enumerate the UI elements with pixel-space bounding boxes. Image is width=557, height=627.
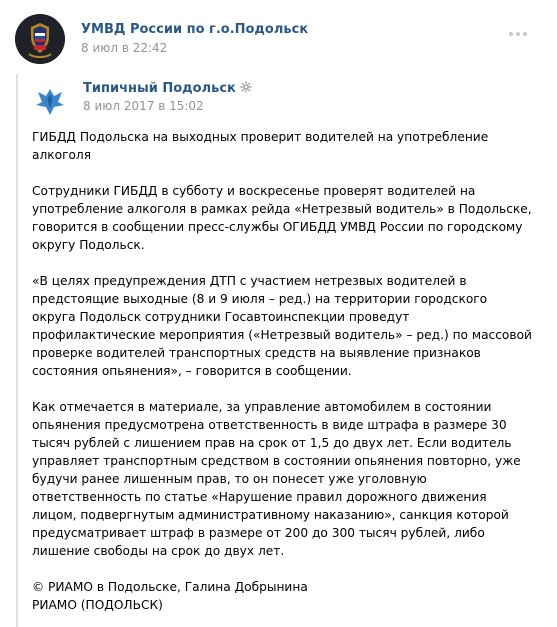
more-dot (523, 32, 527, 36)
police-emblem-icon (15, 14, 65, 64)
post-text (32, 128, 532, 614)
repost-author-label[interactable]: Типичный Подольск (83, 81, 236, 96)
verified-icon (240, 81, 252, 93)
post-paragraph: «В целях предупреждения ДТП с участием нетрезвых водителей в предстоящие выходные (8 и 9 июля – ред.) на территории городского округа Подольск сотрудники Госавтоинспекции проведут профилактические мероприятия («Нетрезвый водитель» – ред.) по массовой проверке водителей транспортных средств на выявление признаков состояния опьянения», – говорится в сообщении. (32, 274, 532, 378)
more-dot (516, 32, 520, 36)
post-paragraph: Как отмечается в материале, за управление автомобилем в состоянии опьянения предусмотрена ответственность в виде штрафа в размере 30 тысяч рублей с лишением прав на срок от 1,5 до двух лет. Если водитель управляет транспортным средством в состоянии опьянения повторно, уже будучи ранее лишенным прав, то он понесет уже уголовную ответственность по статье «Нарушение правил дорожного движения лицом, подвергнутым административному наказанию», санкция которой предусматривает штраф в размере от 200 до 300 тысяч рублей, либо лишение свободы на срок до двух лет. (32, 400, 521, 558)
repost-author-avatar[interactable] (30, 81, 70, 121)
repost-author-name[interactable] (83, 81, 252, 96)
repost-divider (16, 74, 18, 627)
post-source: РИАМО (ПОДОЛЬСК) (32, 598, 163, 612)
podolsk-eagle-icon (30, 81, 70, 121)
post-headline: ГИБДД Подольска на выходных проверит водителей на употребление алкоголя (32, 130, 489, 162)
post-credit: © РИАМО в Подольске, Галина Добрынина (32, 580, 308, 594)
more-icon[interactable] (509, 30, 529, 38)
author-avatar[interactable] (15, 14, 65, 64)
post-author-name[interactable]: УМВД России по г.о.Подольск (81, 22, 309, 37)
post-paragraph: Сотрудники ГИБДД в субботу и воскресенье проверят водителей на употребление алкоголя в рамках рейда «Нетрезвый водитель» в Подольске, говорится в сообщении пресс-службы ОГИБДД УМВД России по городскому округу Подольск. (32, 184, 532, 252)
repost-timestamp[interactable]: 8 июл 2017 в 15:02 (83, 99, 204, 113)
post-timestamp[interactable]: 8 июл в 22:42 (81, 41, 168, 55)
more-dot (509, 32, 513, 36)
